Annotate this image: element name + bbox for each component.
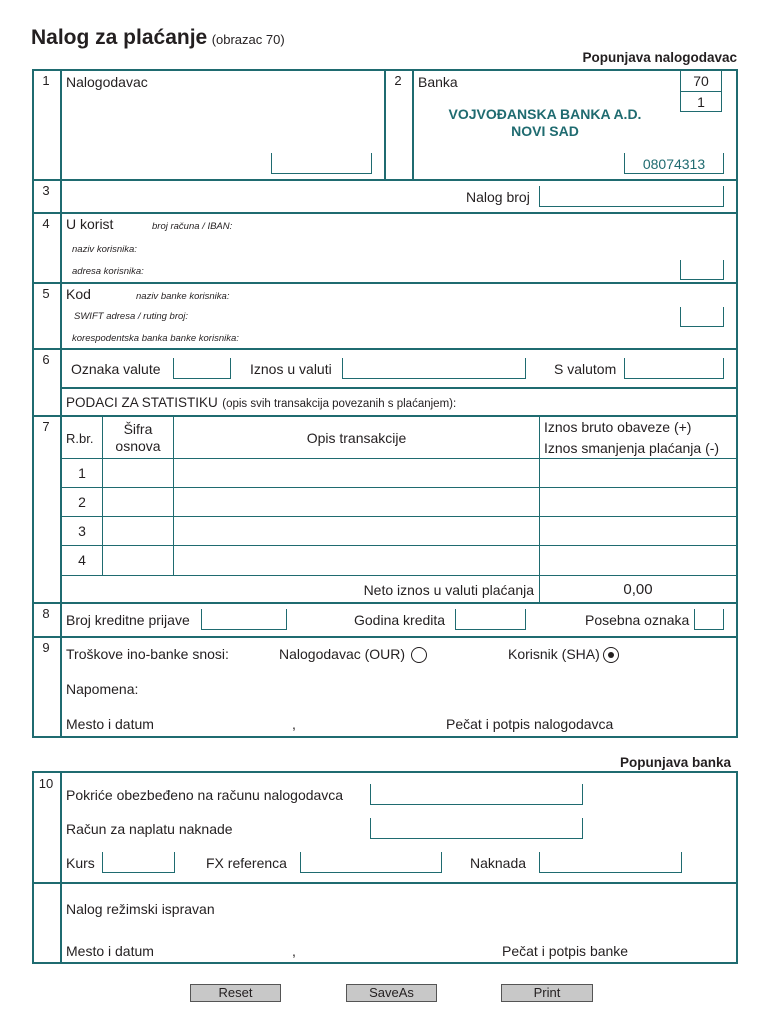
net-amount-value[interactable]: 0,00	[623, 581, 653, 598]
form-code: 70	[681, 70, 721, 92]
bank-name-line2: NOVI SAD	[511, 123, 579, 139]
coverage-label: Pokriće obezbeđeno na računu nalogodavca	[66, 787, 344, 803]
col-sifra-1: Šifra	[123, 421, 153, 437]
table-row-1: 1	[78, 465, 86, 481]
table-row-2: 2	[78, 494, 86, 510]
credit-number-label: Broj kreditne prijave	[66, 612, 190, 628]
form-page: 1	[697, 94, 705, 110]
form-subtitle: (obrazac 70)	[211, 32, 285, 47]
fee-field[interactable]	[539, 852, 682, 873]
bank-place-date-label: Mesto i datum	[66, 943, 154, 959]
bank-place-date-comma: ,	[292, 943, 296, 959]
place-date-comma: ,	[292, 716, 296, 732]
value-date-field[interactable]	[624, 358, 724, 379]
row-number-5: 5	[42, 286, 50, 301]
payer-label: Nalogodavac	[66, 74, 148, 90]
fx-reference-label: FX referenca	[206, 855, 287, 871]
col-rbr: R.br.	[66, 431, 94, 446]
option-our-label: Nalogodavac (OUR)	[279, 646, 406, 662]
value-date-label: S valutom	[554, 361, 617, 377]
amount-field[interactable]	[342, 358, 526, 379]
rate-label: Kurs	[66, 855, 95, 871]
row-number-6: 6	[42, 352, 50, 367]
fx-reference-field[interactable]	[300, 852, 442, 873]
note-label: Napomena:	[66, 681, 139, 697]
page-title	[31, 26, 285, 50]
amount-label: Iznos u valuti	[250, 361, 332, 377]
place-date-label: Mesto i datum	[66, 716, 154, 732]
row-number-8: 8	[42, 606, 50, 621]
row-number-2: 2	[394, 73, 402, 88]
row-number-4: 4	[42, 216, 50, 231]
option-sha-label: Korisnik (SHA)	[508, 646, 600, 662]
beneficiary-country-field[interactable]	[680, 260, 724, 280]
bank-label: Banka	[418, 74, 458, 90]
section-client-label: Popunjava nalogodavac	[582, 50, 737, 65]
code-label: Kod	[66, 286, 91, 302]
order-number-field[interactable]	[539, 186, 724, 207]
special-mark-field[interactable]	[694, 609, 724, 630]
costs-label: Troškove ino-banke snosi:	[66, 646, 229, 662]
table-row-4: 4	[78, 552, 86, 568]
bank-signature-label: Pečat i potpis banke	[502, 943, 629, 959]
statistics-sub: (opis svih transakcija povezanih s plaćanjem):	[222, 398, 457, 410]
row-number-10: 10	[38, 776, 54, 791]
print-button[interactable]: Print	[501, 984, 593, 1002]
row-number-7: 7	[42, 419, 50, 434]
option-our-radio[interactable]	[411, 647, 427, 663]
credit-year-field[interactable]	[455, 609, 526, 630]
rate-field[interactable]	[102, 852, 175, 873]
regime-label: Nalog režimski ispravan	[66, 901, 215, 917]
saveas-button[interactable]: SaveAs	[346, 984, 437, 1002]
row-number-1: 1	[42, 73, 50, 88]
coverage-field[interactable]	[370, 784, 583, 805]
statistics-header	[66, 394, 456, 412]
beneficiary-bank-hint: naziv banke korisnika:	[136, 291, 230, 302]
credit-year-label: Godina kredita	[354, 612, 446, 628]
form-title: Nalog za plaćanje	[31, 26, 208, 49]
net-amount-label: Neto iznos u valuti plaćanja	[363, 582, 534, 598]
payer-signature-label: Pečat i potpis nalogodavca	[446, 716, 614, 732]
currency-field[interactable]	[173, 358, 231, 379]
bank-id-field[interactable]: 08074313	[624, 153, 724, 174]
fee-account-label: Račun za naplatu naknade	[66, 821, 233, 837]
col-iznos-2: Iznos smanjenja plaćanja (-)	[544, 440, 720, 456]
payer-code-field[interactable]	[271, 153, 372, 174]
special-mark-label: Posebna oznaka	[585, 612, 690, 628]
order-number-label: Nalog broj	[466, 189, 530, 205]
beneficiary-name-hint: naziv korisnika:	[72, 244, 137, 255]
statistics-label: PODACI ZA STATISTIKU	[66, 395, 218, 410]
fee-label: Naknada	[470, 855, 527, 871]
form-code-box	[680, 70, 722, 112]
account-hint: broj računa / IBAN:	[152, 221, 233, 232]
table-row-3: 3	[78, 523, 86, 539]
option-sha-radio[interactable]	[603, 647, 619, 663]
col-sifra-2: osnova	[115, 438, 161, 454]
row-number-9: 9	[42, 640, 50, 655]
bank-country-field[interactable]	[680, 307, 724, 327]
row-number-3: 3	[42, 183, 50, 198]
radio-selected-dot	[608, 652, 614, 658]
beneficiary-address-hint: adresa korisnika:	[72, 266, 144, 277]
credit-number-field[interactable]	[201, 609, 287, 630]
currency-label: Oznaka valute	[71, 361, 161, 377]
col-iznos-1: Iznos bruto obaveze (+)	[544, 419, 692, 435]
bank-name-line1: VOJVOĐANSKA BANKA A.D.	[448, 106, 642, 122]
reset-button[interactable]: Reset	[190, 984, 281, 1002]
fee-account-field[interactable]	[370, 818, 583, 839]
col-opis: Opis transakcije	[306, 430, 407, 446]
correspondent-bank-hint: korespodentska banka banke korisnika:	[72, 333, 239, 344]
swift-hint: SWIFT adresa / ruting broj:	[74, 311, 189, 322]
section-bank-label: Popunjava banka	[619, 755, 731, 770]
beneficiary-label: U korist	[66, 216, 114, 232]
